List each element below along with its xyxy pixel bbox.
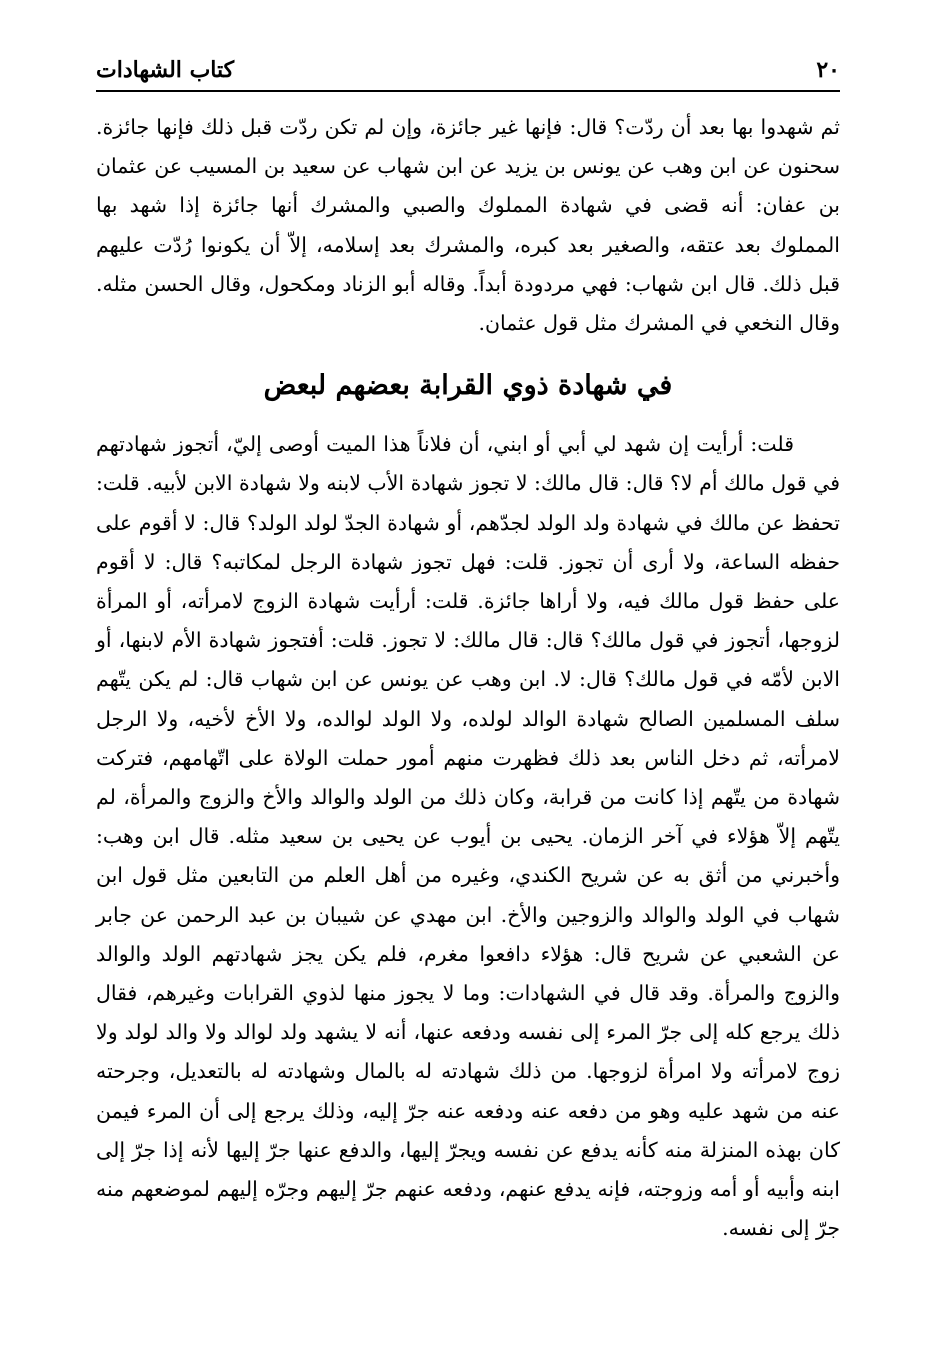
opening-paragraph: ثم شهدوا بها بعد أن ردّت؟ قال: فإنها غير جائزة، وإن لم تكن ردّت قبل ذلك فإنها جائزة. سحنون عن ابن وهب عن يونس بن يزيد عن ابن شهاب عن سعيد بن المسيب عن عثمان بن عفان: أنه قضى في شهادة المملوك والصبي والمشرك أنها جائزة إذا شهد بها المملوك بعد عتقه، والصغير بعد كبره، والمشرك بعد إسلامه، إلاّ أن يكونوا رُدّت عليهم قبل ذلك. قال ابن شهاب: فهي مردودة أبداً. وقاله أبو الزناد ومكحول، وقال الحسن مثله. وقال النخعي في المشرك مثل قول عثمان. (96, 115, 840, 336)
page-body (96, 108, 840, 1248)
running-title: كتاب الشهادات (96, 57, 235, 83)
page-header (96, 55, 840, 87)
header-rule (96, 90, 840, 92)
section-paragraph: قلت: أرأيت إن شهد لي أبي أو ابني، أن فلاناً هذا الميت أوصى إليّ، أتجوز شهادتهم في قول مالك أم لا؟ قال: قال مالك: لا تجوز شهادة الأب لابنه ولا شهادة الابن لأبيه. قلت: تحفظ عن مالك في شهادة ولد الولد لجدّهم، أو شهادة الجدّ لولد الولد؟ قال: لا أقوم على حفظه الساعة، ولا أرى أن تجوز. قلت: فهل تجوز شهادة الرجل لمكاتبه؟ قال: لا أقوم على حفظ قول مالك فيه، ولا أراها جائزة. قلت: أرأيت شهادة الزوج لامرأته، أو المرأة لزوجها، أتجوز في قول مالك؟ قال: قال مالك: لا تجوز. قلت: أفتجوز شهادة الأم لابنها، أو الابن لأمّه في قول مالك؟ قال: لا. ابن وهب عن يونس عن ابن شهاب قال: لم يكن يتّهم سلف المسلمين الصالح شهادة الوالد لولده، ولا الولد لوالده، ولا الأخ لأخيه، ولا الرجل لامرأته، ثم دخل الناس بعد ذلك فظهرت منهم أمور حملت الولاة على اتّهامهم، فتركت شهادة من يتّهم إذا كانت من قرابة، وكان ذلك من الولد والوالد والأخ والزوج والمرأة، لم يتّهم إلاّ هؤلاء في آخر الزمان. يحيى بن أيوب عن يحيى بن سعيد مثله. قال ابن وهب: وأخبرني من أثق به عن شريح الكندي، وغيره من أهل العلم من التابعين مثل قول ابن شهاب في الولد والوالد والزوجين والأخ. ابن مهدي عن شيبان بن عبد الرحمن عن جابر عن الشعبي عن شريح قال: هؤلاء دافعوا مغرم، فلم يكن يجز شهادتهم الولد والوالد والزوج والمرأة. وقد قال في الشهادات: وما لا يجوز منها لذوي القرابات وغيرهم، فقال ذلك يرجع كله إلى جرّ المرء إلى نفسه ودفعه عنها، أنه لا يشهد ولد لوالد ولا والد لولد ولا زوج لامرأته ولا امرأة لزوجها. من ذلك شهادته له بالمال وشهادته له بالتعديل، وجرحته عنه من شهد عليه وهو من دفعه عنه ودفعه عنه جرّ إليه، وذلك يرجع إلى أن المرء فيمن كان بهذه المنزلة منه كأنه يدفع عن نفسه ويجرّ إليها، والدفع عنها جرّ إليها لأنه إذا جرّ إلى ابنه وأبيه أو أمه وزوجته، فإنه يدفع عنهم، ودفعه عنهم جرّ إليهم وجرّه إليهم لموضعهم منه جرّ إلى نفسه. (96, 432, 840, 1241)
section-heading: في شهادة ذوي القرابة بعضهم لبعض (263, 370, 673, 402)
page-number: ٢٠ (816, 57, 840, 83)
